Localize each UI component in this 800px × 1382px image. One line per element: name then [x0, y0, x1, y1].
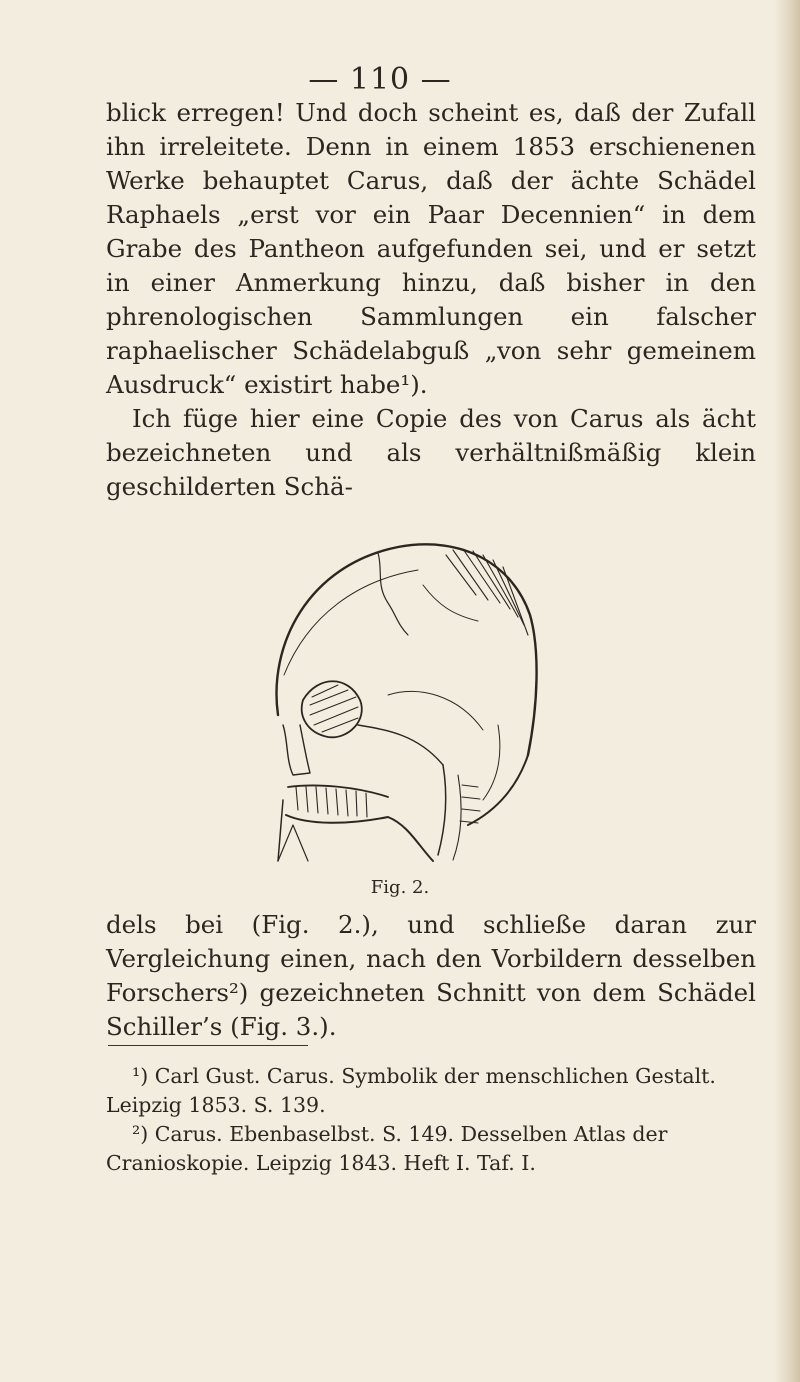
paragraph-2: Ich füge hier eine Copie des von Carus als ächt bezeichneten und als verhältnißmäßig klein geschilderten Schä- [106, 404, 756, 501]
body-text-top [106, 96, 756, 504]
footnote-divider [108, 1045, 308, 1046]
page-edge-shadow [774, 0, 800, 1382]
footnotes [106, 1062, 766, 1178]
paragraph-1: blick erregen! Und doch scheint es, daß der Zufall ihn irreleitete. Denn in einem 1853 erschienenen Werke behauptet Carus, daß der ächte Schädel Raphaels „erst vor ein Paar Decennien“ in dem Grabe des Pantheon aufgefunden sei, und er setzt in einer Anmerkung hinzu, daß bisher in den phrenologischen Sammlungen ein falscher raphaelischer Schädelabguß „von sehr gemeinem Ausdruck“ existirt habe¹). [106, 98, 756, 399]
body-text-bottom [106, 908, 756, 1044]
footnote-2: ²) Carus. Ebenbaselbst. S. 149. Desselben Atlas der Cranioskopie. Leipzig 1843. Heft I. Taf. I. [106, 1122, 668, 1175]
footnote-1: ¹) Carl Gust. Carus. Symbolik der menschlichen Gestalt. Leipzig 1853. S. 139. [106, 1064, 716, 1117]
skull-engraving-figure [248, 525, 548, 865]
page-number-header: — 110 — [308, 62, 452, 97]
paragraph-3: dels bei (Fig. 2.), und schließe daran zur Vergleichung einen, nach den Vorbildern desselben Forschers²) gezeichneten Schnitt von dem Schädel Schiller’s (Fig. 3.). [106, 910, 756, 1041]
figure-caption: Fig. 2. [370, 877, 430, 898]
